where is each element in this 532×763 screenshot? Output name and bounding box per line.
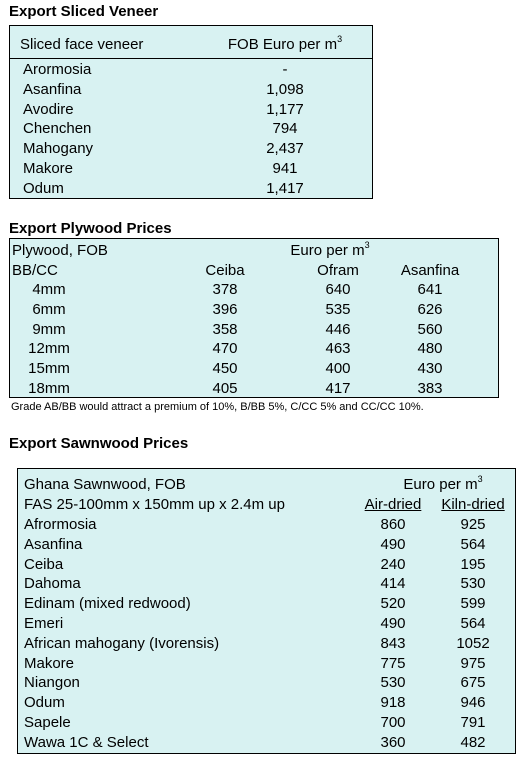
sawnwood-wood-name: African mahogany (Ivorensis)	[24, 634, 220, 652]
sawnwood-wood-name: Dahoma	[24, 575, 81, 593]
veneer-wood-name: Asanfina	[23, 80, 82, 98]
sawnwood-kiln-dried-price: 530	[460, 575, 486, 593]
sawnwood-kiln-dried-price: 195	[460, 555, 486, 573]
veneer-wood-name: Chenchen	[23, 120, 92, 138]
plywood-ofram-price: 640	[325, 281, 351, 298]
plywood-header-ceiba: Ceiba	[205, 262, 245, 279]
sawnwood-wood-name: Emeri	[24, 615, 64, 632]
veneer-header-price: FOB Euro per $m^3$	[227, 34, 343, 53]
sawnwood-kiln-dried-price: 482	[460, 733, 486, 751]
plywood-size: 4mm	[32, 281, 66, 298]
sawnwood-air-dried-price: 490	[380, 615, 406, 632]
sawnwood-wood-name: Sapele	[24, 714, 71, 731]
plywood-asanfina-price: 480	[417, 340, 443, 358]
plywood-ofram-price: 463	[325, 340, 351, 358]
plywood-header-grade: BB/CC	[12, 262, 58, 279]
sawnwood-wood-name: Odum	[24, 694, 65, 712]
veneer-wood-name: Makore	[23, 160, 74, 177]
veneer-wood-name: Arormosia	[23, 61, 92, 78]
plywood-grade-note: Grade AB/BB would attract a premium of 10%, B/BB 5%, C/CC 5% and CC/CC 10%.	[11, 401, 424, 413]
sawnwood-air-dried-price: 414	[380, 575, 406, 593]
veneer-price: 941	[272, 160, 298, 177]
sawnwood-air-dried-price: 240	[380, 555, 406, 573]
plywood-ceiba-price: 378	[212, 281, 238, 298]
sawnwood-wood-name: Makore	[24, 654, 75, 672]
plywood-size: 9mm	[32, 320, 66, 338]
plywood-header-unit: Euro per $m^3$	[290, 240, 370, 259]
veneer-table	[9, 25, 373, 199]
veneer-price: -	[282, 61, 288, 78]
sawnwood-title: Export Sawnwood Prices	[9, 435, 189, 452]
sawnwood-kiln-dried-price: 675	[460, 674, 486, 692]
sawnwood-air-dried-price: 520	[380, 595, 406, 613]
plywood-asanfina-price: 641	[417, 281, 443, 298]
sawnwood-kiln-dried-price: 599	[460, 595, 486, 613]
sawnwood-table	[17, 468, 516, 754]
sawnwood-wood-name: Niangon	[24, 674, 80, 692]
sawnwood-kiln-dried-price: 1052	[456, 634, 490, 652]
plywood-asanfina-price: 430	[417, 360, 443, 378]
veneer-price: 2,437	[266, 140, 304, 158]
plywood-asanfina-price: 560	[417, 320, 443, 338]
plywood-table	[9, 238, 499, 398]
plywood-ceiba-price: 470	[212, 340, 238, 358]
plywood-ceiba-price: 405	[212, 380, 238, 397]
veneer-header-divider	[10, 58, 372, 59]
plywood-ceiba-price: 450	[212, 360, 238, 378]
veneer-price: 1,177	[266, 100, 304, 118]
plywood-header-ofram: Ofram	[317, 262, 359, 279]
sawnwood-wood-name: Edinam (mixed redwood)	[24, 595, 191, 613]
sawnwood-header-spec: FAS 25-100mm x 150mm up x 2.4m up	[24, 496, 285, 513]
plywood-ofram-price: 417	[325, 380, 351, 397]
plywood-asanfina-price: 626	[417, 300, 443, 318]
plywood-size: 12mm	[28, 340, 70, 358]
sawnwood-header-item: Ghana Sawnwood, FOB	[24, 476, 186, 493]
sawnwood-header-unit: Euro per $m^3$	[403, 474, 483, 493]
plywood-ceiba-price: 396	[212, 300, 238, 318]
sawnwood-kiln-dried-price: 925	[460, 516, 486, 533]
plywood-size: 18mm	[28, 380, 70, 397]
plywood-ceiba-price: 358	[212, 320, 238, 338]
veneer-wood-name: Avodire	[23, 100, 74, 118]
sawnwood-air-dried-price: 700	[380, 714, 406, 731]
sawnwood-air-dried-price: 775	[380, 654, 406, 672]
plywood-ofram-price: 400	[325, 360, 351, 378]
sawnwood-kiln-dried-price: 564	[460, 535, 486, 553]
plywood-asanfina-price: 383	[417, 380, 443, 397]
plywood-title: Export Plywood Prices	[9, 220, 172, 237]
sawnwood-air-dried-price: 360	[380, 733, 406, 751]
plywood-size: 15mm	[28, 360, 70, 378]
sawnwood-air-dried-price: 918	[380, 694, 406, 712]
sawnwood-header-air-dried: Air-dried	[364, 496, 422, 513]
sawnwood-air-dried-price: 843	[380, 634, 406, 652]
plywood-header-asanfina: Asanfina	[400, 262, 460, 279]
sawnwood-air-dried-price: 490	[380, 535, 406, 553]
sawnwood-wood-name: Afrormosia	[24, 516, 97, 533]
veneer-wood-name: Odum	[23, 179, 64, 197]
plywood-header-item: Plywood, FOB	[12, 242, 108, 259]
sawnwood-wood-name: Ceiba	[24, 555, 64, 573]
sawnwood-wood-name: Wawa 1C & Select	[24, 733, 149, 751]
veneer-price: 1,417	[266, 179, 304, 197]
veneer-wood-name: Mahogany	[23, 140, 94, 158]
plywood-ofram-price: 446	[325, 320, 351, 338]
veneer-price: 794	[272, 120, 298, 138]
sawnwood-air-dried-price: 860	[380, 516, 406, 533]
sawnwood-kiln-dried-price: 564	[460, 615, 486, 632]
plywood-size: 6mm	[32, 300, 66, 318]
veneer-price: 1,098	[266, 80, 304, 98]
sawnwood-kiln-dried-price: 791	[460, 714, 486, 731]
sawnwood-wood-name: Asanfina	[24, 535, 83, 553]
sawnwood-header-kiln-dried: Kiln-dried	[441, 496, 505, 513]
sawnwood-air-dried-price: 530	[380, 674, 406, 692]
sawnwood-kiln-dried-price: 975	[460, 654, 486, 672]
veneer-title: Export Sliced Veneer	[9, 3, 159, 20]
sawnwood-kiln-dried-price: 946	[460, 694, 486, 712]
plywood-ofram-price: 535	[325, 300, 351, 318]
veneer-header-item: Sliced face veneer	[20, 36, 144, 53]
